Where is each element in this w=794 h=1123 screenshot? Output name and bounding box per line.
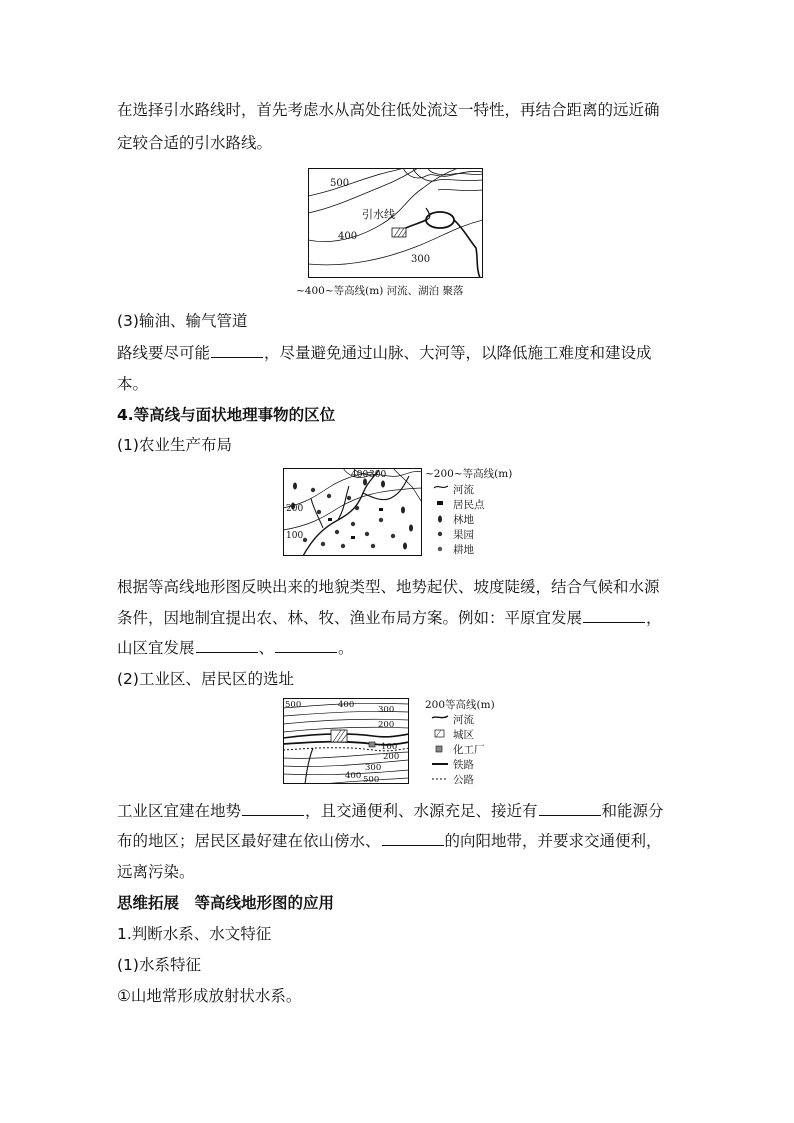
contour-label: 100 [381, 742, 398, 752]
answer-blank[interactable] [539, 801, 601, 816]
figure-legend: ~400~等高线(m) 河流、湖泊 聚落 [296, 285, 464, 297]
legend-symbols [432, 480, 450, 558]
section-heading: 4.等高线与面状地理事物的区位 [117, 406, 336, 424]
paragraph-line: 工业区宜建在地势 ，且交通便利、水源充足、接近有 和能源分 [117, 802, 664, 820]
answer-blank[interactable] [196, 638, 258, 653]
contour-map-water-route [308, 168, 483, 278]
paragraph-line: 本。 [117, 375, 149, 393]
legend-symbols [430, 710, 450, 788]
paragraph-line: 山区宜发展 、 。 [117, 639, 354, 657]
contour-label: 500 [285, 700, 302, 710]
contour-label: 300 [365, 763, 382, 773]
answer-blank[interactable] [242, 801, 304, 816]
contour-label: 400 [351, 470, 369, 480]
contour-map-agriculture [283, 468, 422, 556]
contour-label: 500 [330, 178, 350, 189]
contour-label: 300 [411, 254, 431, 265]
contour-label: 100 [286, 531, 304, 541]
paragraph-line: 条件，因地制宜提出农、林、牧、渔业布局方案。例如：平原宜发展 ， [117, 609, 662, 627]
contour-label: 400 [338, 231, 358, 242]
paragraph-line: 布的地区；居民区最好建在依山傍水、 的向阳地带，并要求交通便利， [117, 832, 662, 850]
contour-label: 200 [383, 752, 400, 762]
contour-label: 300 [378, 705, 395, 715]
answer-blank[interactable] [275, 638, 337, 653]
contour-label: 200 [286, 504, 304, 514]
paragraph-line: 根据等高线地形图反映出来的地貌类型、地势起伏、坡度陡缓，结合气候和水源 [117, 578, 660, 596]
paragraph-line: 在选择引水路线时，首先考虑水从高处往低处流这一特性，再结合距离的远近确 [117, 101, 660, 119]
subheading: (3)输油、输气管道 [117, 312, 248, 330]
answer-blank[interactable] [583, 608, 645, 623]
paragraph-line: ①山地常形成放射状水系。 [117, 987, 302, 1005]
paragraph-line: 定较合适的引水路线。 [117, 134, 273, 152]
contour-label: 400 [345, 771, 362, 781]
subheading: (1)水系特征 [117, 956, 201, 974]
section-heading: 1.判断水系、水文特征 [117, 925, 272, 943]
answer-blank[interactable] [211, 343, 263, 358]
subheading: (2)工业区、居民区的选址 [117, 670, 294, 688]
contour-label: 400 [338, 700, 355, 710]
paragraph-line: 路线要尽可能 ，尽量避免通过山脉、大河等，以降低施工难度和建设成 [117, 344, 652, 362]
contour-label: 300 [369, 470, 387, 480]
contour-label: 500 [363, 775, 380, 784]
contour-map-industry [283, 698, 409, 784]
route-label: 引水线 [362, 208, 395, 221]
answer-blank[interactable] [382, 831, 444, 846]
contour-label: 200 [378, 720, 395, 730]
subheading: (1)农业生产布局 [117, 436, 232, 454]
section-heading: 思维拓展 等高线地形图的应用 [117, 894, 335, 912]
paragraph-line: 远离污染。 [117, 863, 195, 881]
